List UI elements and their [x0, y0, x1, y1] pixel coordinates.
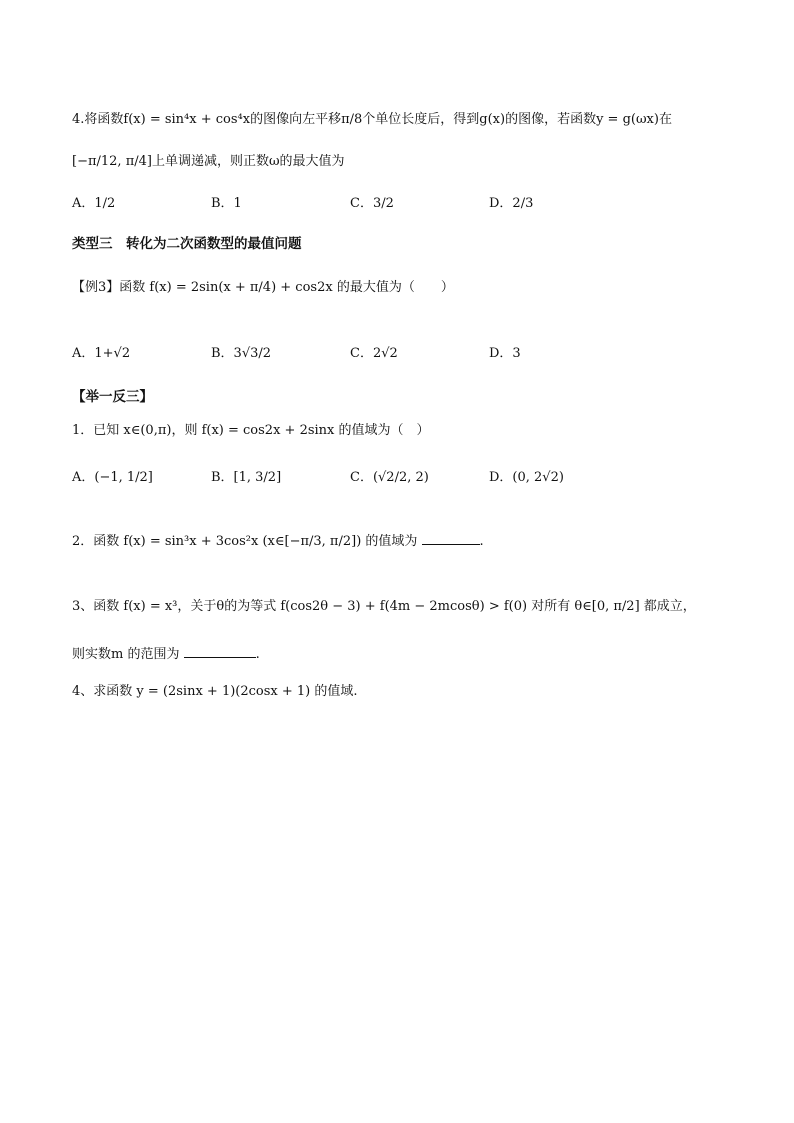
- question-4-line2: [−π/12, π/4]上单调递减，则正数ω的最大值为: [72, 154, 345, 169]
- practice-3-line2: 则实数m 的范围为 .: [72, 647, 260, 662]
- option-b: B．[1, 3/2]: [211, 470, 282, 485]
- option-d: D．3: [489, 346, 521, 361]
- option-a: A．1+√2: [72, 346, 131, 361]
- option-b: B．3√3/2: [211, 346, 272, 361]
- option-d: D．(0, 2√2): [489, 470, 564, 485]
- practice-3-line1: 3、函数 f(x) = x³，关于θ的为等式 f(cos2θ − 3) + f(4m − 2mcosθ) > f(0) 对所有 θ∈[0, π/2] 都成立，: [72, 599, 696, 614]
- answer-blank: [184, 645, 256, 658]
- example-3-stem: 【例3】函数 f(x) = 2sin(x + π/4) + cos2x 的最大值为（ ）: [72, 280, 454, 295]
- practice-heading: 【举一反三】: [72, 389, 153, 405]
- practice-1-options: [72, 466, 754, 485]
- practice-1-stem: 1．已知 x∈(0,π)，则 f(x) = cos2x + 2sinx 的值域为（ ）: [72, 423, 430, 438]
- option-c: C．3/2: [350, 196, 394, 211]
- option-d: D．2/3: [489, 196, 534, 211]
- practice-2-stem: 2．函数 f(x) = sin³x + 3cos²x (x∈[−π/3, π/2]) 的值域为 .: [72, 534, 484, 549]
- option-b: B．1: [211, 196, 242, 211]
- example-3-options: [72, 342, 754, 361]
- option-c: C．2√2: [350, 346, 398, 361]
- practice-4-stem: 4、求函数 y = (2sinx + 1)(2cosx + 1) 的值域.: [72, 684, 358, 699]
- option-a: A．1/2: [72, 196, 116, 211]
- answer-blank: [422, 532, 480, 545]
- section-title: 类型三 转化为二次函数型的最值问题: [72, 236, 302, 252]
- option-c: C．(√2/2, 2): [350, 470, 429, 485]
- option-a: A．(−1, 1/2]: [72, 470, 153, 485]
- question-4-line1: 4.将函数f(x) = sin⁴x + cos⁴x的图像向左平移π/8个单位长度后，得到g(x)的图像，若函数y = g(ωx)在: [72, 112, 672, 127]
- question-4-options: [72, 192, 754, 211]
